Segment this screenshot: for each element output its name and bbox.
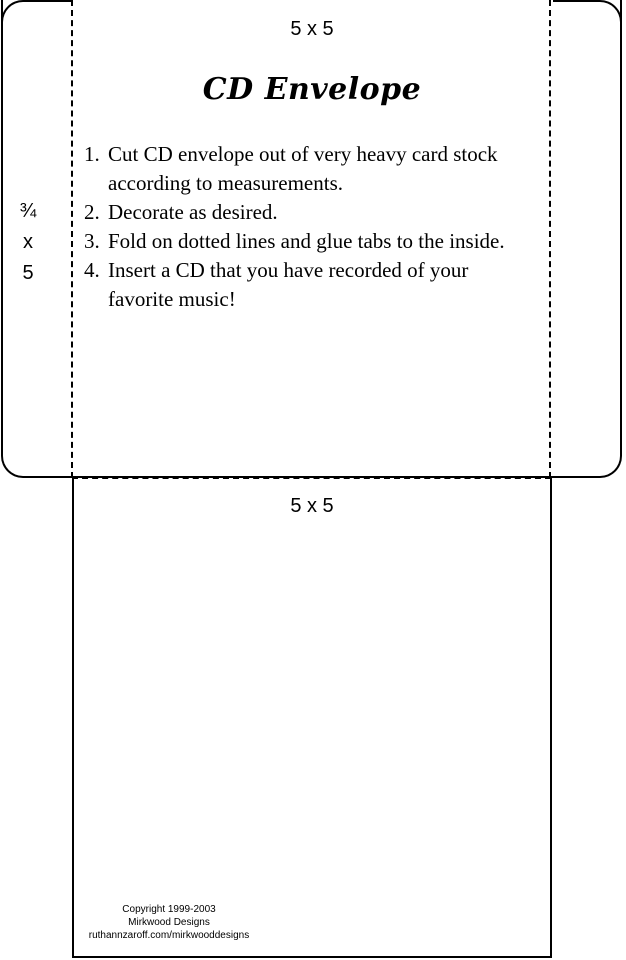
instruction-text: Insert a CD that you have recorded of your favorite music! [108,258,469,311]
top-edge-gap [73,0,553,2]
instruction-number: 1. [84,142,100,166]
instruction-text: Decorate as desired. [108,200,278,224]
instruction-list [84,140,534,314]
instruction-item [84,140,534,198]
instruction-item [84,227,534,256]
instruction-item [84,256,534,314]
company-name: Mirkwood Designs [128,917,210,928]
instruction-number: 3. [84,229,100,253]
instruction-number: 4. [84,258,100,282]
copyright-line: Copyright 1999-2003 [122,904,216,915]
page-title: CD Envelope [202,72,422,107]
instruction-text: Cut CD envelope out of very heavy card stock according to measurements. [108,142,498,195]
envelope-bottom-panel [72,478,552,958]
side-dimension-value: 5 [22,262,34,284]
fold-line-bottom [72,477,551,479]
side-dimension-fraction: ¾ [19,200,37,222]
instruction-text: Fold on dotted lines and glue tabs to the inside. [108,229,505,253]
copyright-notice [80,903,258,942]
instruction-item [84,198,534,227]
instruction-number: 2. [84,200,100,224]
side-dimension-x: x [23,231,33,253]
website-url: ruthannzaroff.com/mirkwooddesigns [88,930,250,941]
top-dimension-label: 5 x 5 [290,18,334,40]
bottom-dimension-label: 5 x 5 [290,495,334,517]
side-dimension-label [8,196,48,289]
